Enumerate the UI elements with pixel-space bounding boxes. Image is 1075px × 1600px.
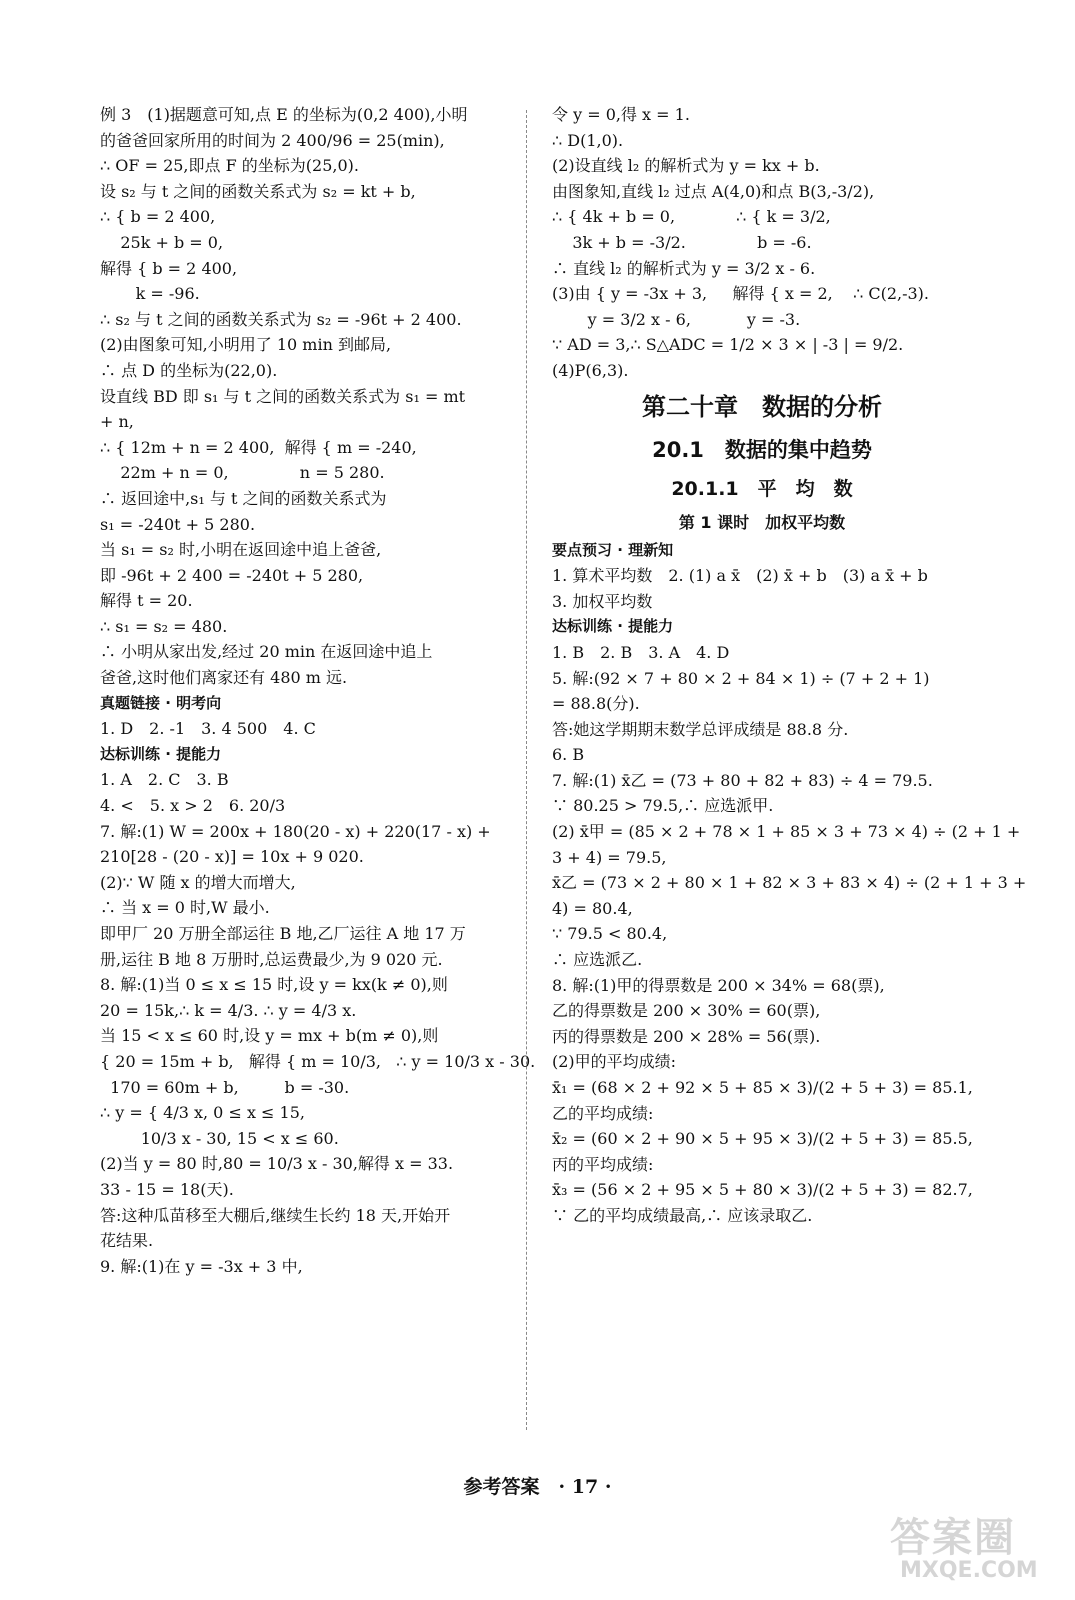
subsection-heading: 20.1.1 平 均 数 — [671, 477, 853, 500]
text-line: 的爸爸回家所用的时间为 2 400/96 = 25(min), — [100, 130, 445, 150]
text-line: 达标训练 · 提能力 — [100, 744, 222, 763]
text-line: 6. B — [552, 745, 585, 765]
right-column — [552, 102, 1027, 1229]
text-line: 册,运往 B 地 8 万册时,总运费最少,为 9 020 元. — [100, 949, 443, 969]
text-line: 即甲厂 20 万册全部运往 B 地,乙厂运往 A 地 17 万 — [100, 924, 466, 943]
text-line: x̄₃ = (56 × 2 + 95 × 5 + 80 × 3)/(2 + 5 + 3) = 82.7, — [552, 1180, 973, 1200]
text-line: x̄₂ = (60 × 2 + 90 × 5 + 95 × 3)/(2 + 5 + 3) = 85.5, — [552, 1129, 973, 1149]
text-line: 丙的平均成绩: — [552, 1154, 654, 1174]
text-line: 1. B 2. B 3. A 4. D — [552, 642, 730, 662]
text-line: ∵ 79.5 < 80.4, — [552, 924, 668, 944]
text-line: 3 + 4) = 79.5, — [552, 847, 667, 867]
text-line: 1. 算术平均数 2. (1) a x̄ (2) x̄ + b (3) a x̄ + b — [552, 566, 928, 586]
text-line: 33 - 15 = 18(天). — [100, 1179, 234, 1199]
watermark-url: MXQE.COM — [900, 1558, 1038, 1583]
text-line: 乙的平均成绩: — [552, 1103, 654, 1123]
text-line: 8. 解:(1)甲的得票数是 200 × 34% = 68(票), — [552, 975, 885, 995]
watermark-logo — [880, 1500, 1060, 1590]
section-heading: 20.1 数据的集中趋势 — [652, 437, 872, 462]
text-line: (2)甲的平均成绩: — [552, 1052, 677, 1072]
text-line: (2)设直线 l₂ 的解析式为 y = kx + b. — [552, 156, 820, 176]
text-line: ∴ OF = 25,即点 F 的坐标为(25,0). — [100, 156, 359, 176]
text-line: { 20 = 15m + b, 解得 { m = 10/3, ∴ y = 10/3 x - 30. — [100, 1051, 536, 1071]
text-line: k = -96. — [100, 284, 200, 304]
text-line: (2)∵ W 随 x 的增大而增大, — [100, 872, 296, 892]
chapter-heading: 第二十章 数据的分析 — [642, 392, 882, 421]
text-line: (2) x̄甲 = (85 × 2 + 78 × 1 + 85 × 3 + 73 × 4) ÷ (2 + 1 + — [552, 822, 1021, 842]
page-footer: 参考答案 · 17 · — [463, 1476, 612, 1498]
text-line: = 88.8(分). — [552, 694, 640, 714]
text-line: 乙的得票数是 200 × 30% = 60(票), — [552, 1001, 821, 1021]
text-line: ∵ 乙的平均成绩最高,∴ 应该录取乙. — [552, 1205, 813, 1225]
text-line: 即 -96t + 2 400 = -240t + 5 280, — [100, 565, 364, 585]
text-line: 1. D 2. -1 3. 4 500 4. C — [100, 719, 316, 739]
text-line: 当 15 < x ≤ 60 时,设 y = mx + b(m ≠ 0),则 — [100, 1026, 439, 1046]
text-line: ∴ 返回途中,s₁ 与 t 之间的函数关系式为 — [100, 488, 387, 508]
text-line: 设直线 BD 即 s₁ 与 t 之间的函数关系式为 s₁ = mt — [100, 386, 466, 406]
text-line: 170 = 60m + b, b = -30. — [100, 1077, 350, 1097]
text-line: ∵ AD = 3,∴ S△ADC = 1/2 × 3 × | -3 | = 9/2. — [552, 335, 904, 355]
right-column-top — [552, 102, 972, 384]
text-line: 爸爸,这时他们离家还有 480 m 远. — [100, 668, 348, 688]
text-line: 10/3 x - 30, 15 < x ≤ 60. — [100, 1128, 339, 1148]
text-line: 例 3 (1)据题意可知,点 E 的坐标为(0,2 400),小明 — [100, 105, 468, 124]
text-line: 5. 解:(92 × 7 + 80 × 2 + 84 × 1) ÷ (7 + 2 + 1) — [552, 668, 930, 688]
text-line: 7. 解:(1) x̄乙 = (73 + 80 + 82 + 83) ÷ 4 = 79.5. — [552, 770, 933, 790]
text-line: y = 3/2 x - 6, y = -3. — [552, 309, 801, 329]
text-line: 9. 解:(1)在 y = -3x + 3 中, — [100, 1256, 303, 1276]
text-line: 8. 解:(1)当 0 ≤ x ≤ 15 时,设 y = kx(k ≠ 0),则 — [100, 975, 448, 995]
watermark-text: 答案圈 — [890, 1515, 1016, 1561]
lesson-heading: 第 1 课时 加权平均数 — [678, 512, 846, 532]
text-line: ∴ 点 D 的坐标为(22,0). — [100, 360, 278, 380]
text-line: 3. 加权平均数 — [552, 591, 653, 611]
left-column — [100, 102, 536, 1279]
text-line: ∴ { 4k + b = 0, ∴ { k = 3/2, — [552, 207, 831, 227]
text-line: ∴ s₁ = s₂ = 480. — [100, 616, 228, 636]
text-line: 解得 { b = 2 400, — [100, 258, 238, 278]
text-line: ∴ 当 x = 0 时,W 最小. — [100, 898, 270, 918]
text-line: 22m + n = 0, n = 5 280. — [100, 463, 385, 483]
text-line: 4. < 5. x > 2 6. 20/3 — [100, 796, 286, 816]
text-line: 花结果. — [100, 1231, 154, 1251]
text-line: ∴ { b = 2 400, — [100, 207, 216, 227]
text-line: 达标训练 · 提能力 — [552, 617, 674, 636]
text-line: 20 = 15k,∴ k = 4/3. ∴ y = 4/3 x. — [100, 1000, 357, 1020]
text-line: ∴ s₂ 与 t 之间的函数关系式为 s₂ = -96t + 2 400. — [100, 309, 462, 329]
text-line: x̄乙 = (73 × 2 + 80 × 1 + 82 × 3 + 83 × 4) ÷ (2 + 1 + 3 + — [552, 873, 1027, 893]
text-line: (4)P(6,3). — [552, 360, 629, 380]
text-line: 25k + b = 0, — [100, 232, 224, 252]
text-line: 解得 t = 20. — [100, 591, 193, 611]
text-line: ∴ D(1,0). — [552, 130, 624, 150]
text-line: ∴ y = { 4/3 x, 0 ≤ x ≤ 15, — [100, 1103, 305, 1123]
text-line: (2)由图象可知,小明用了 10 min 到邮局, — [100, 335, 392, 355]
text-line: ∴ { 12m + n = 2 400, 解得 { m = -240, — [100, 437, 417, 457]
text-line: 真题链接 · 明考向 — [100, 693, 222, 712]
text-line: 令 y = 0,得 x = 1. — [552, 105, 690, 124]
text-line: 设 s₂ 与 t 之间的函数关系式为 s₂ = kt + b, — [100, 181, 416, 201]
text-line: 由图象知,直线 l₂ 过点 A(4,0)和点 B(3,-3/2), — [552, 181, 875, 201]
text-line: ∴ 直线 l₂ 的解析式为 y = 3/2 x - 6. — [552, 258, 816, 278]
text-line: 4) = 80.4, — [552, 898, 633, 918]
text-line: 当 s₁ = s₂ 时,小明在返回途中追上爸爸, — [100, 540, 382, 560]
text-line: + n, — [100, 412, 134, 432]
text-line: 1. A 2. C 3. B — [100, 770, 229, 790]
text-line: (2)当 y = 80 时,80 = 10/3 x - 30,解得 x = 33. — [100, 1154, 454, 1174]
text-line: ∴ 小明从家出发,经过 20 min 在返回途中追上 — [100, 642, 433, 662]
text-line: ∵ 80.25 > 79.5,∴ 应选派甲. — [552, 796, 774, 816]
right-column-bottom — [552, 538, 1027, 1229]
text-line: s₁ = -240t + 5 280. — [100, 514, 256, 534]
text-line: ∴ 应选派乙. — [552, 950, 643, 970]
text-line: 3k + b = -3/2. b = -6. — [552, 232, 812, 252]
text-line: 要点预习 · 理新知 — [552, 540, 674, 559]
column-divider — [526, 110, 527, 1430]
text-line: x̄₁ = (68 × 2 + 92 × 5 + 85 × 3)/(2 + 5 + 3) = 85.1, — [552, 1078, 973, 1097]
text-line: (3)由 { y = -3x + 3, 解得 { x = 2, ∴ C(2,-3). — [552, 284, 930, 304]
text-line: 210[28 - (20 - x)] = 10x + 9 020. — [100, 847, 364, 867]
text-line: 答:她这学期期末数学总评成绩是 88.8 分. — [552, 719, 849, 739]
text-line: 答:这种瓜苗移至大棚后,继续生长约 18 天,开始开 — [100, 1205, 451, 1225]
text-line: 丙的得票数是 200 × 28% = 56(票). — [552, 1026, 821, 1046]
text-line: 7. 解:(1) W = 200x + 180(20 - x) + 220(17 - x) + — [100, 821, 491, 841]
